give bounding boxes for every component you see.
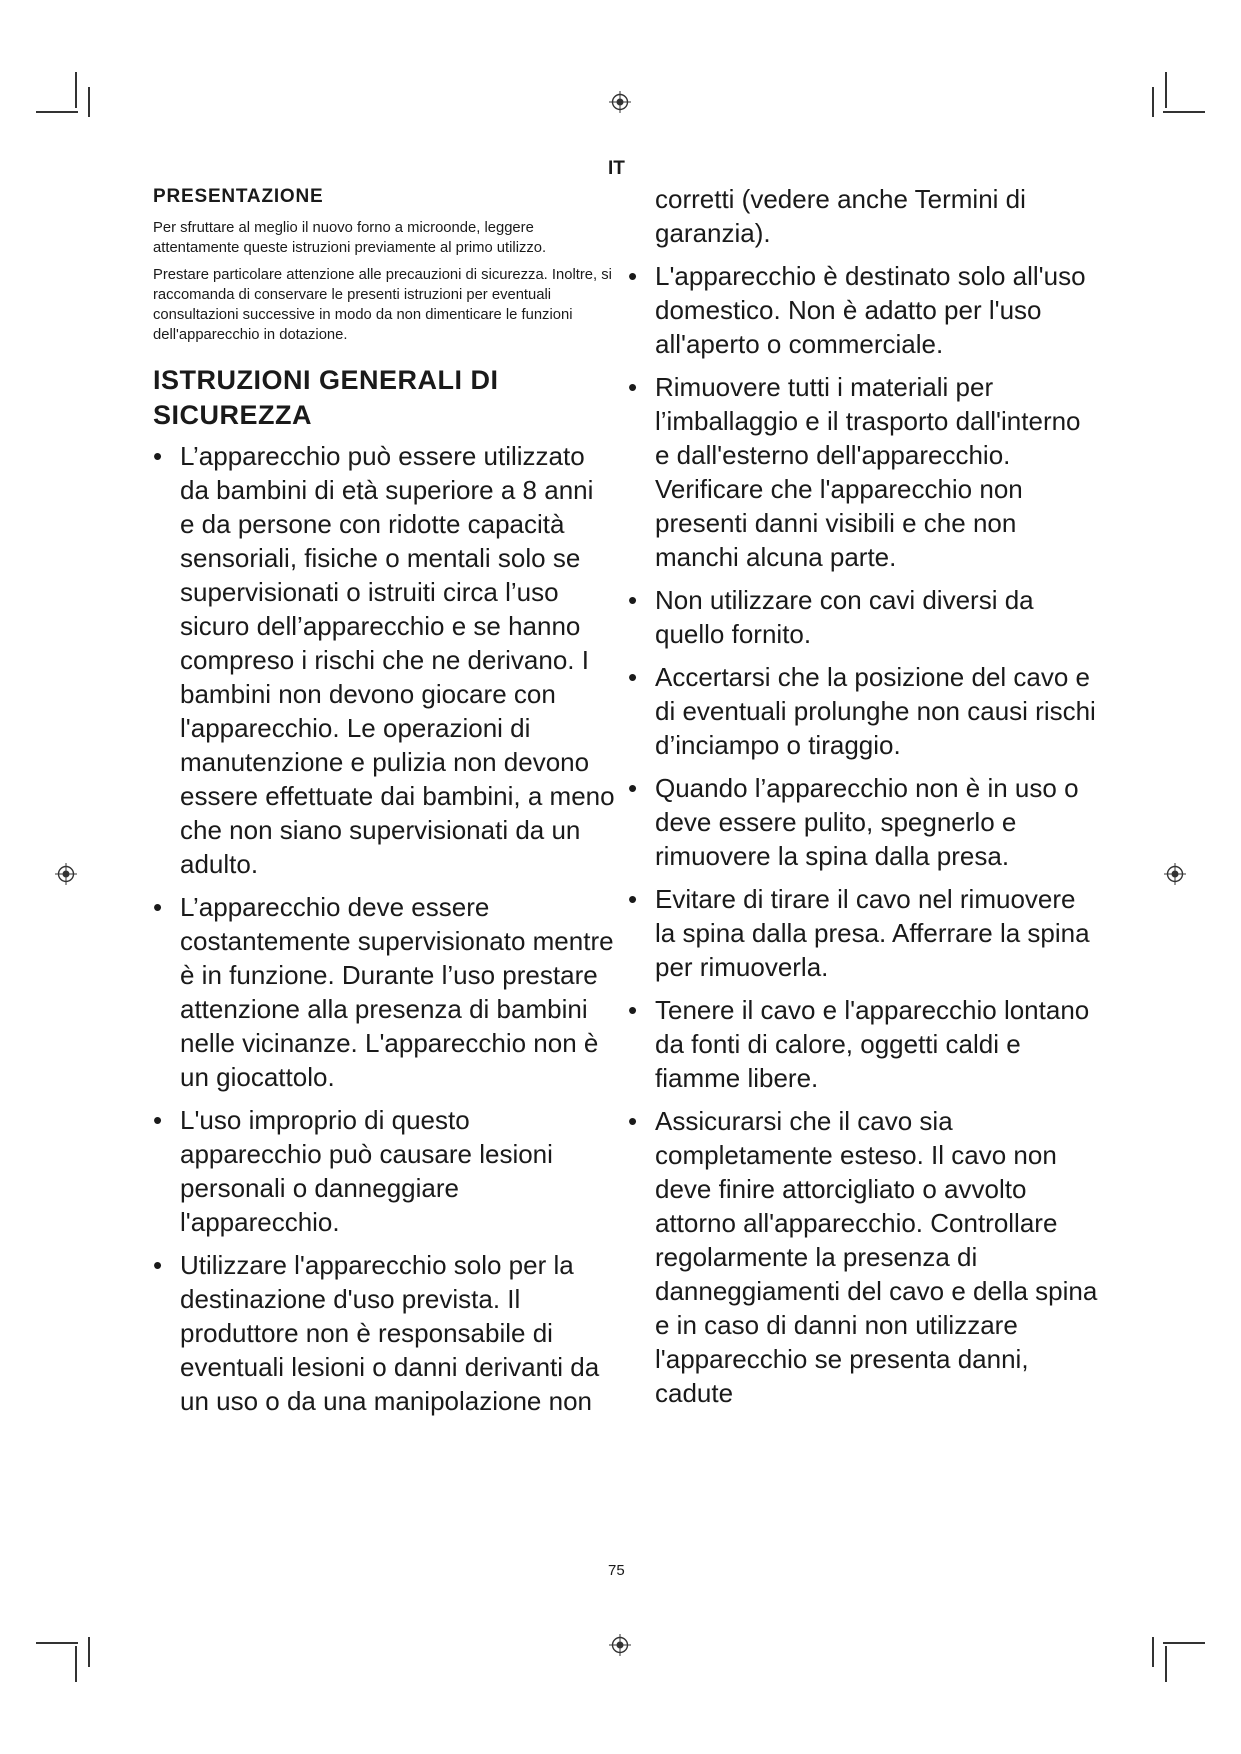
safety-heading: ISTRUZIONI GENERALI DI SICUREZZA [153, 365, 499, 430]
registration-mark-icon [609, 1634, 631, 1656]
bullet-icon: • [153, 892, 163, 922]
crop-mark [1152, 87, 1154, 117]
bullet-icon: • [628, 884, 638, 914]
list-item-text: Assicurarsi che il cavo sia completamente esteso. Il cavo non deve finire attorcigliato o avvolto attorno all'apparecchio. Controllare regolarmente la presenza di danneggiamenti del cavo e della spina e in caso di danni non utilizzare l'apparecchio se presenta danni, cadute [655, 1106, 1098, 1408]
registration-mark-icon [55, 863, 77, 885]
list-item [628, 882, 1098, 984]
list-item-text: L’apparecchio può essere utilizzato da bambini di età superiore a 8 anni e da persone con ridotte capacità sensoriali, fisiche o mentali solo se supervisionati o istruiti circa l’uso sicuro dell’apparecchio e se hanno compreso i rischi che ne derivano. I bambini non devono giocare con l'apparecchio. Le operazioni di manutenzione e pulizia non devono essere effettuate dai bambini, a meno che non siano supervisionati da un adulto. [180, 441, 615, 879]
list-item-text: L'uso improprio di questo apparecchio può causare lesioni personali o danneggiare l'apparecchio. [180, 1105, 553, 1237]
crop-mark [36, 111, 78, 113]
bullet-icon: • [628, 773, 638, 803]
list-item [628, 1104, 1098, 1410]
list-item-text: Utilizzare l'apparecchio solo per la destinazione d'uso prevista. Il produttore non è responsabile di eventuali lesioni o danni derivanti da un uso o da una manipolazione non [180, 1250, 600, 1416]
bullet-icon: • [628, 995, 638, 1025]
registration-mark-icon [1164, 863, 1186, 885]
list-item [628, 583, 1098, 651]
list-item-text: Quando l’apparecchio non è in uso o deve essere pulito, spegnerlo e rimuovere la spina dalla presa. [655, 773, 1079, 871]
page-number: 75 [608, 1562, 625, 1579]
list-item [628, 993, 1098, 1095]
list-item-text: L'apparecchio è destinato solo all'uso domestico. Non è adatto per l'uso all'aperto o commerciale. [655, 261, 1086, 359]
bullet-icon: • [153, 1250, 163, 1280]
list-item [628, 259, 1098, 361]
bullet-icon: • [628, 261, 638, 291]
bullet-icon: • [628, 585, 638, 615]
list-item [153, 439, 615, 881]
bullet-icon: • [628, 1106, 638, 1136]
list-item [153, 890, 615, 1094]
crop-mark [1165, 1646, 1167, 1682]
list-item [628, 660, 1098, 762]
left-column [153, 186, 615, 1427]
list-item-text: L’apparecchio deve essere costantemente supervisionato mentre è in funzione. Durante l’uso prestare attenzione alla presenza di bambini nelle vicinanze. L'apparecchio non è un giocattolo. [180, 892, 614, 1092]
crop-mark [75, 72, 77, 108]
crop-mark [1152, 1637, 1154, 1667]
crop-mark [1163, 1642, 1205, 1644]
registration-mark-icon [609, 91, 631, 113]
bullet-icon: • [628, 662, 638, 692]
crop-mark [88, 87, 90, 117]
safety-list-right [628, 259, 1098, 1410]
list-item-text: Rimuovere tutti i materiali per l’imballaggio e il trasporto dall'interno e dall'esterno dell'apparecchio. Verificare che l'apparecchio non presenti danni visibili e che non manchi alcuna parte. [655, 372, 1081, 572]
list-item-text: Evitare di tirare il cavo nel rimuovere la spina dalla presa. Afferrare la spina per rimuoverla. [655, 884, 1090, 982]
crop-mark [1163, 111, 1205, 113]
continued-text: corretti (vedere anche Termini di garanzia). [655, 184, 1026, 248]
list-item [628, 370, 1098, 574]
list-item-text: Tenere il cavo e l'apparecchio lontano da fonti di calore, oggetti caldi e fiamme libere. [655, 995, 1090, 1093]
crop-mark [1165, 72, 1167, 108]
language-label: IT [608, 158, 625, 179]
list-item [153, 1103, 615, 1239]
intro-paragraph: Per sfruttare al meglio il nuovo forno a microonde, leggere attentamente queste istruzioni previamente al primo utilizzo. [153, 220, 547, 256]
list-item [628, 771, 1098, 873]
bullet-icon: • [153, 1105, 163, 1135]
safety-list-left [153, 439, 615, 1418]
crop-mark [36, 1642, 78, 1644]
list-item-text: Non utilizzare con cavi diversi da quello fornito. [655, 585, 1034, 649]
list-item [153, 1248, 615, 1418]
intro-paragraph: Prestare particolare attenzione alle precauzioni di sicurezza. Inoltre, si raccomanda di conservare le presenti istruzioni per eventuali consultazioni successive in modo da non dimenticare le funzioni dell'apparecchio in dotazione. [153, 267, 612, 343]
crop-mark [75, 1646, 77, 1682]
right-column [628, 182, 1098, 1419]
bullet-icon: • [628, 372, 638, 402]
bullet-icon: • [153, 441, 163, 471]
crop-mark [88, 1637, 90, 1667]
intro-heading: PRESENTAZIONE [153, 186, 324, 207]
list-item-text: Accertarsi che la posizione del cavo e di eventuali prolunghe non causi rischi d’inciampo o tiraggio. [655, 662, 1096, 760]
